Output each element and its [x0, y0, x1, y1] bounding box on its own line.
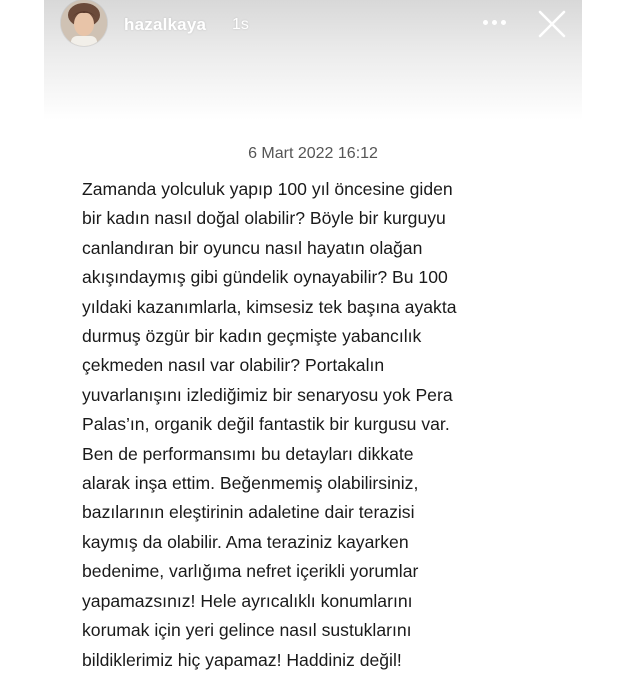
- username[interactable]: hazalkaya: [124, 15, 207, 34]
- text-line: çekmeden nasıl var olabilir? Portakalın: [82, 355, 385, 376]
- text-line: kaymış da olabilir. Ama teraziniz kayarken: [82, 531, 409, 552]
- text-line: yapamazsınız! Hele ayrıcalıklı konumlarını: [82, 590, 413, 611]
- text-line: Ben de performansımı bu detayları dikkate: [82, 443, 414, 464]
- text-line: Zamanda yolculuk yapıp 100 yıl öncesine giden: [82, 179, 453, 199]
- avatar-image: [61, 0, 107, 46]
- post-date: 6 Mart 2022 16:12: [248, 145, 378, 162]
- story-viewer: [44, 0, 582, 700]
- story-time-ago: 1s: [232, 16, 249, 33]
- text-line: Palas’ın, organik değil fantastik bir kurgusu var.: [82, 414, 450, 435]
- text-line: bir kadın nasıl doğal olabilir? Böyle bir kurguyu: [82, 208, 446, 229]
- text-line: bildiklerimiz hiç yapamaz! Haddiniz değil!: [82, 649, 402, 670]
- text-line: canlandıran bir oyuncu nasıl hayatın olağan: [82, 237, 423, 258]
- close-button[interactable]: [536, 8, 568, 40]
- close-icon: [536, 8, 568, 40]
- more-horizontal-icon: [483, 20, 488, 25]
- more-horizontal-icon-dot: [501, 20, 506, 25]
- text-line: bedenime, varlığıma nefret içerikli yorumlar: [82, 561, 419, 582]
- story-text: [82, 175, 574, 675]
- text-line: yıldaki kazanımlarla, kimsesiz tek başına ayakta: [82, 296, 457, 317]
- text-line: bazılarının eleştirinin adaletine dair terazisi: [82, 502, 415, 523]
- more-horizontal-icon-dot: [492, 20, 497, 25]
- avatar[interactable]: [61, 0, 107, 46]
- text-line: durmuş özgür bir kadın geçmişte yabancılık: [82, 326, 422, 347]
- text-line: korumak için yeri gelince nasıl sustuklarını: [82, 620, 412, 641]
- text-line: yuvarlanışını izlediğimiz bir senaryosu yok Pera: [82, 384, 453, 405]
- text-line: akışındaymış gibi gündelik oynayabilir? Bu 100: [82, 267, 448, 288]
- text-line: alarak inşa ettim. Beğenmemiş olabilirsiniz,: [82, 473, 419, 494]
- more-options-button[interactable]: [478, 12, 510, 32]
